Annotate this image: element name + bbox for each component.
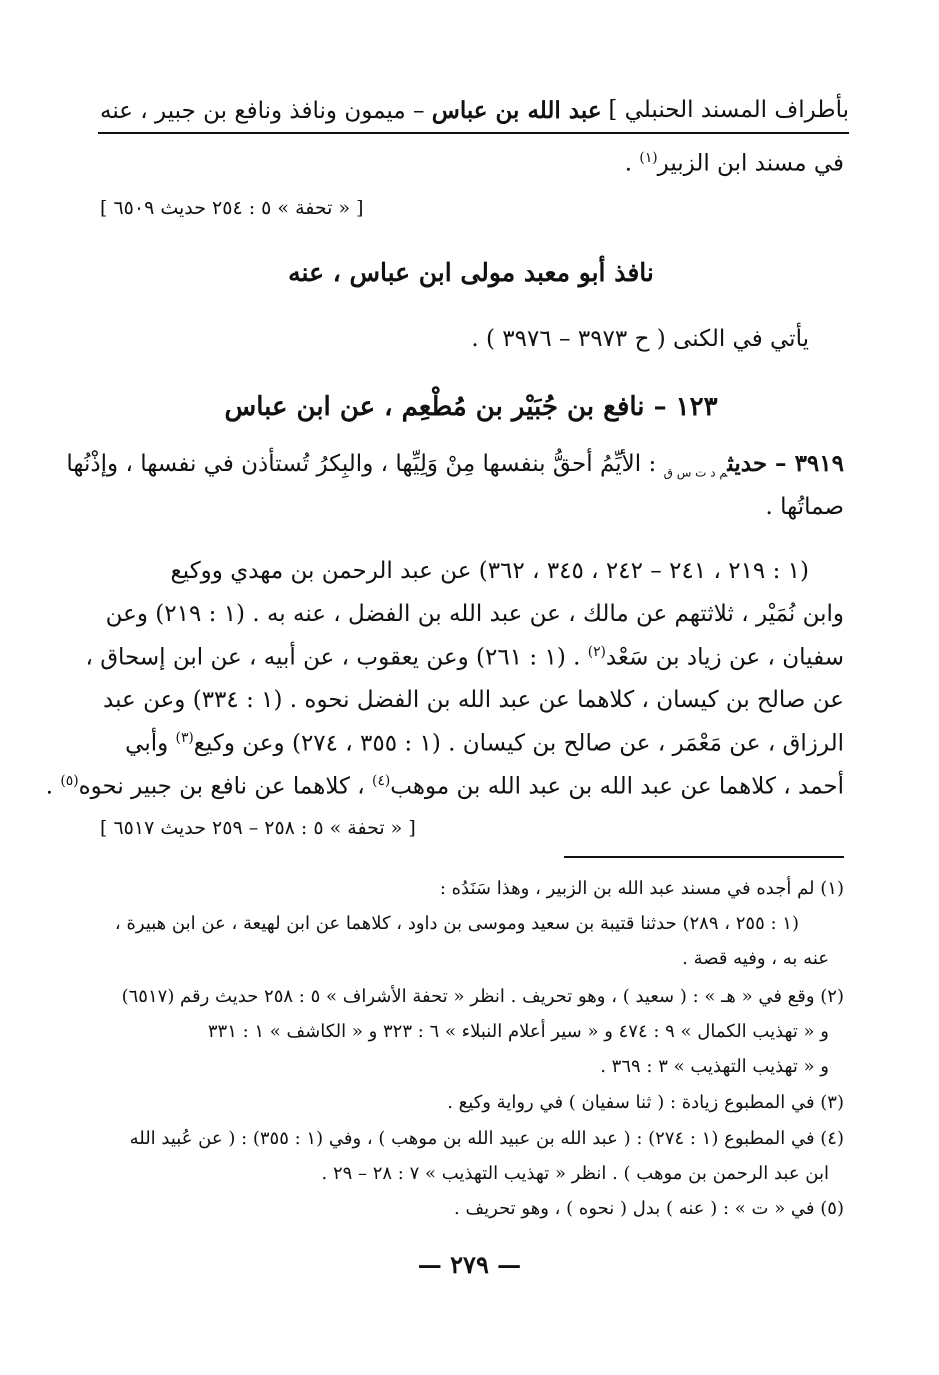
footnote-2-line-2: و « تهذيب الكمال » ٩ : ٤٧٤ و « سير أعلام النبلاء » ٦ : ٣٢٣ و « الكاشف » ١ : ٣٣١	[207, 1021, 829, 1042]
header-section	[100, 97, 602, 124]
footnote-5: (٥) في « ت » : ( عنه ) بدل ( نحوه ) ، وهو تحريف .	[454, 1198, 844, 1219]
isnad-line-6: أحمد ، كلاهما عن عبد الله بن عبد الله بن موهب$^{(٤)}$ ، كلاهما عن نافع بن جبير نحوه$^{(٥)}$ .	[45, 773, 844, 800]
isnad-line-4: عن صالح بن كيسان ، كلاهما عن عبد الله بن الفضل نحوه . (١ : ٣٣٤) وعن عبد	[103, 687, 844, 713]
isnad-line-3: سفيان ، عن زياد بن سَعْد$^{(٢)}$ . (١ : ٢٦١) وعن يعقوب ، عن أبيه ، عن ابن إسحاق ،	[85, 644, 844, 671]
isnad-line-2: وابن نُمَيْر ، ثلاثتهم عن مالك ، عن عبد الله بن الفضل ، عنه به . (١ : ٢١٩) وعن	[105, 601, 844, 627]
page-number: — ٢٧٩ —	[417, 1250, 522, 1279]
hadith-3919-line	[66, 450, 844, 480]
footnote-ref-5: (٥)	[60, 773, 79, 789]
running-header	[100, 92, 849, 128]
footnote-ref-2: (٢)	[587, 644, 606, 660]
tuhfa-reference-1: [ « تحفة » ٥ : ٢٥٤ حديث ٦٥٠٩ ]	[100, 197, 364, 219]
section-heading-nafidh: نافذ أبو معبد مولى ابن عباس ، عنه	[288, 258, 654, 287]
hadith-text-cont: صماتُها .	[765, 494, 844, 520]
footnote-1-line-2: (١ : ٢٥٥ ، ٢٨٩) حدثنا قتيبة بن سعيد وموسى بن داود ، كلاهما عن ابن لهيعة ، عن ابن هبيرة ،	[114, 913, 799, 934]
hadith-sigla: م د ت س ق	[663, 465, 728, 480]
hadith-text: : الأيِّمُ أحقُّ بنفسها مِنْ وَلِيِّها ، والبِكرُ تُستأذن في نفسها ، وإذْنُها	[66, 451, 664, 477]
isnad-line-1: (١ : ٢١٩ ، ٢٤١ – ٢٤٢ ، ٣٤٥ ، ٣٦٢) عن عبد الرحمن بن مهدي ووكيع	[170, 558, 809, 584]
footnote-1-line-3: عنه به ، وفيه قصة .	[682, 948, 829, 969]
isnad-line-5: الرزاق ، عن مَعْمَر ، عن صالح بن كيسان . (١ : ٣٥٥ ، ٢٧٤) وعن وكيع$^{(٣)}$ وأبي	[125, 730, 844, 757]
text-line-1: في مسند ابن الزبير$^{(١)}$ .	[624, 150, 844, 177]
footnote-4-line-1: (٤) في المطبوع (١ : ٢٧٤) : ( عبد الله بن عبيد الله بن موهب ) ، وفي (١ : ٣٥٥) : ( عن عُبيد الله	[129, 1128, 844, 1149]
section-heading-123: ١٢٣ – نافع بن جُبَيْر بن مُطْعِم ، عن ابن عباس	[224, 392, 718, 422]
footnote-ref-4: (٤)	[372, 773, 391, 789]
footnote-4-line-2: ابن عبد الرحمن بن موهب ) . انظر « تهذيب التهذيب » ٧ : ٢٨ – ٢٩ .	[321, 1163, 829, 1184]
header-section-rest: – ميمون ونافذ ونافع بن جبير ، عنه	[100, 97, 432, 124]
cross-reference-line: يأتي في الكنى ( ح ٣٩٧٣ – ٣٩٧٦ ) .	[471, 326, 809, 352]
tuhfa-reference-2: [ « تحفة » ٥ : ٢٥٨ – ٢٥٩ حديث ٦٥١٧ ]	[100, 817, 416, 839]
footnote-2-line-1: (٢) وقع في « هـ » : ( سعيد ) ، وهو تحريف . انظر « تحفة الأشراف » ٥ : ٢٥٨ حديث رقم (٦٥١٧)	[121, 986, 844, 1007]
header-book-title: بأطراف المسند الحنبلي ]	[608, 97, 849, 123]
header-companion-name: عبد الله بن عباس	[431, 96, 602, 124]
footnote-ref-1: (١)	[639, 150, 658, 166]
header-rule	[98, 132, 849, 134]
hadith-number: ٣٩١٩ – حديث	[727, 450, 844, 477]
footnote-3: (٣) في المطبوع زيادة : ( ثنا سفيان ) في رواية وكيع .	[447, 1092, 844, 1113]
footnote-1-line-1: (١) لم أجده في مسند عبد الله بن الزبير ، وهذا سَنَدُه :	[439, 878, 844, 899]
footnote-ref-3: (٣)	[175, 730, 194, 746]
footnote-2-line-3: و « تهذيب التهذيب » ٣ : ٣٦٩ .	[600, 1056, 829, 1077]
footnote-rule	[564, 856, 844, 858]
